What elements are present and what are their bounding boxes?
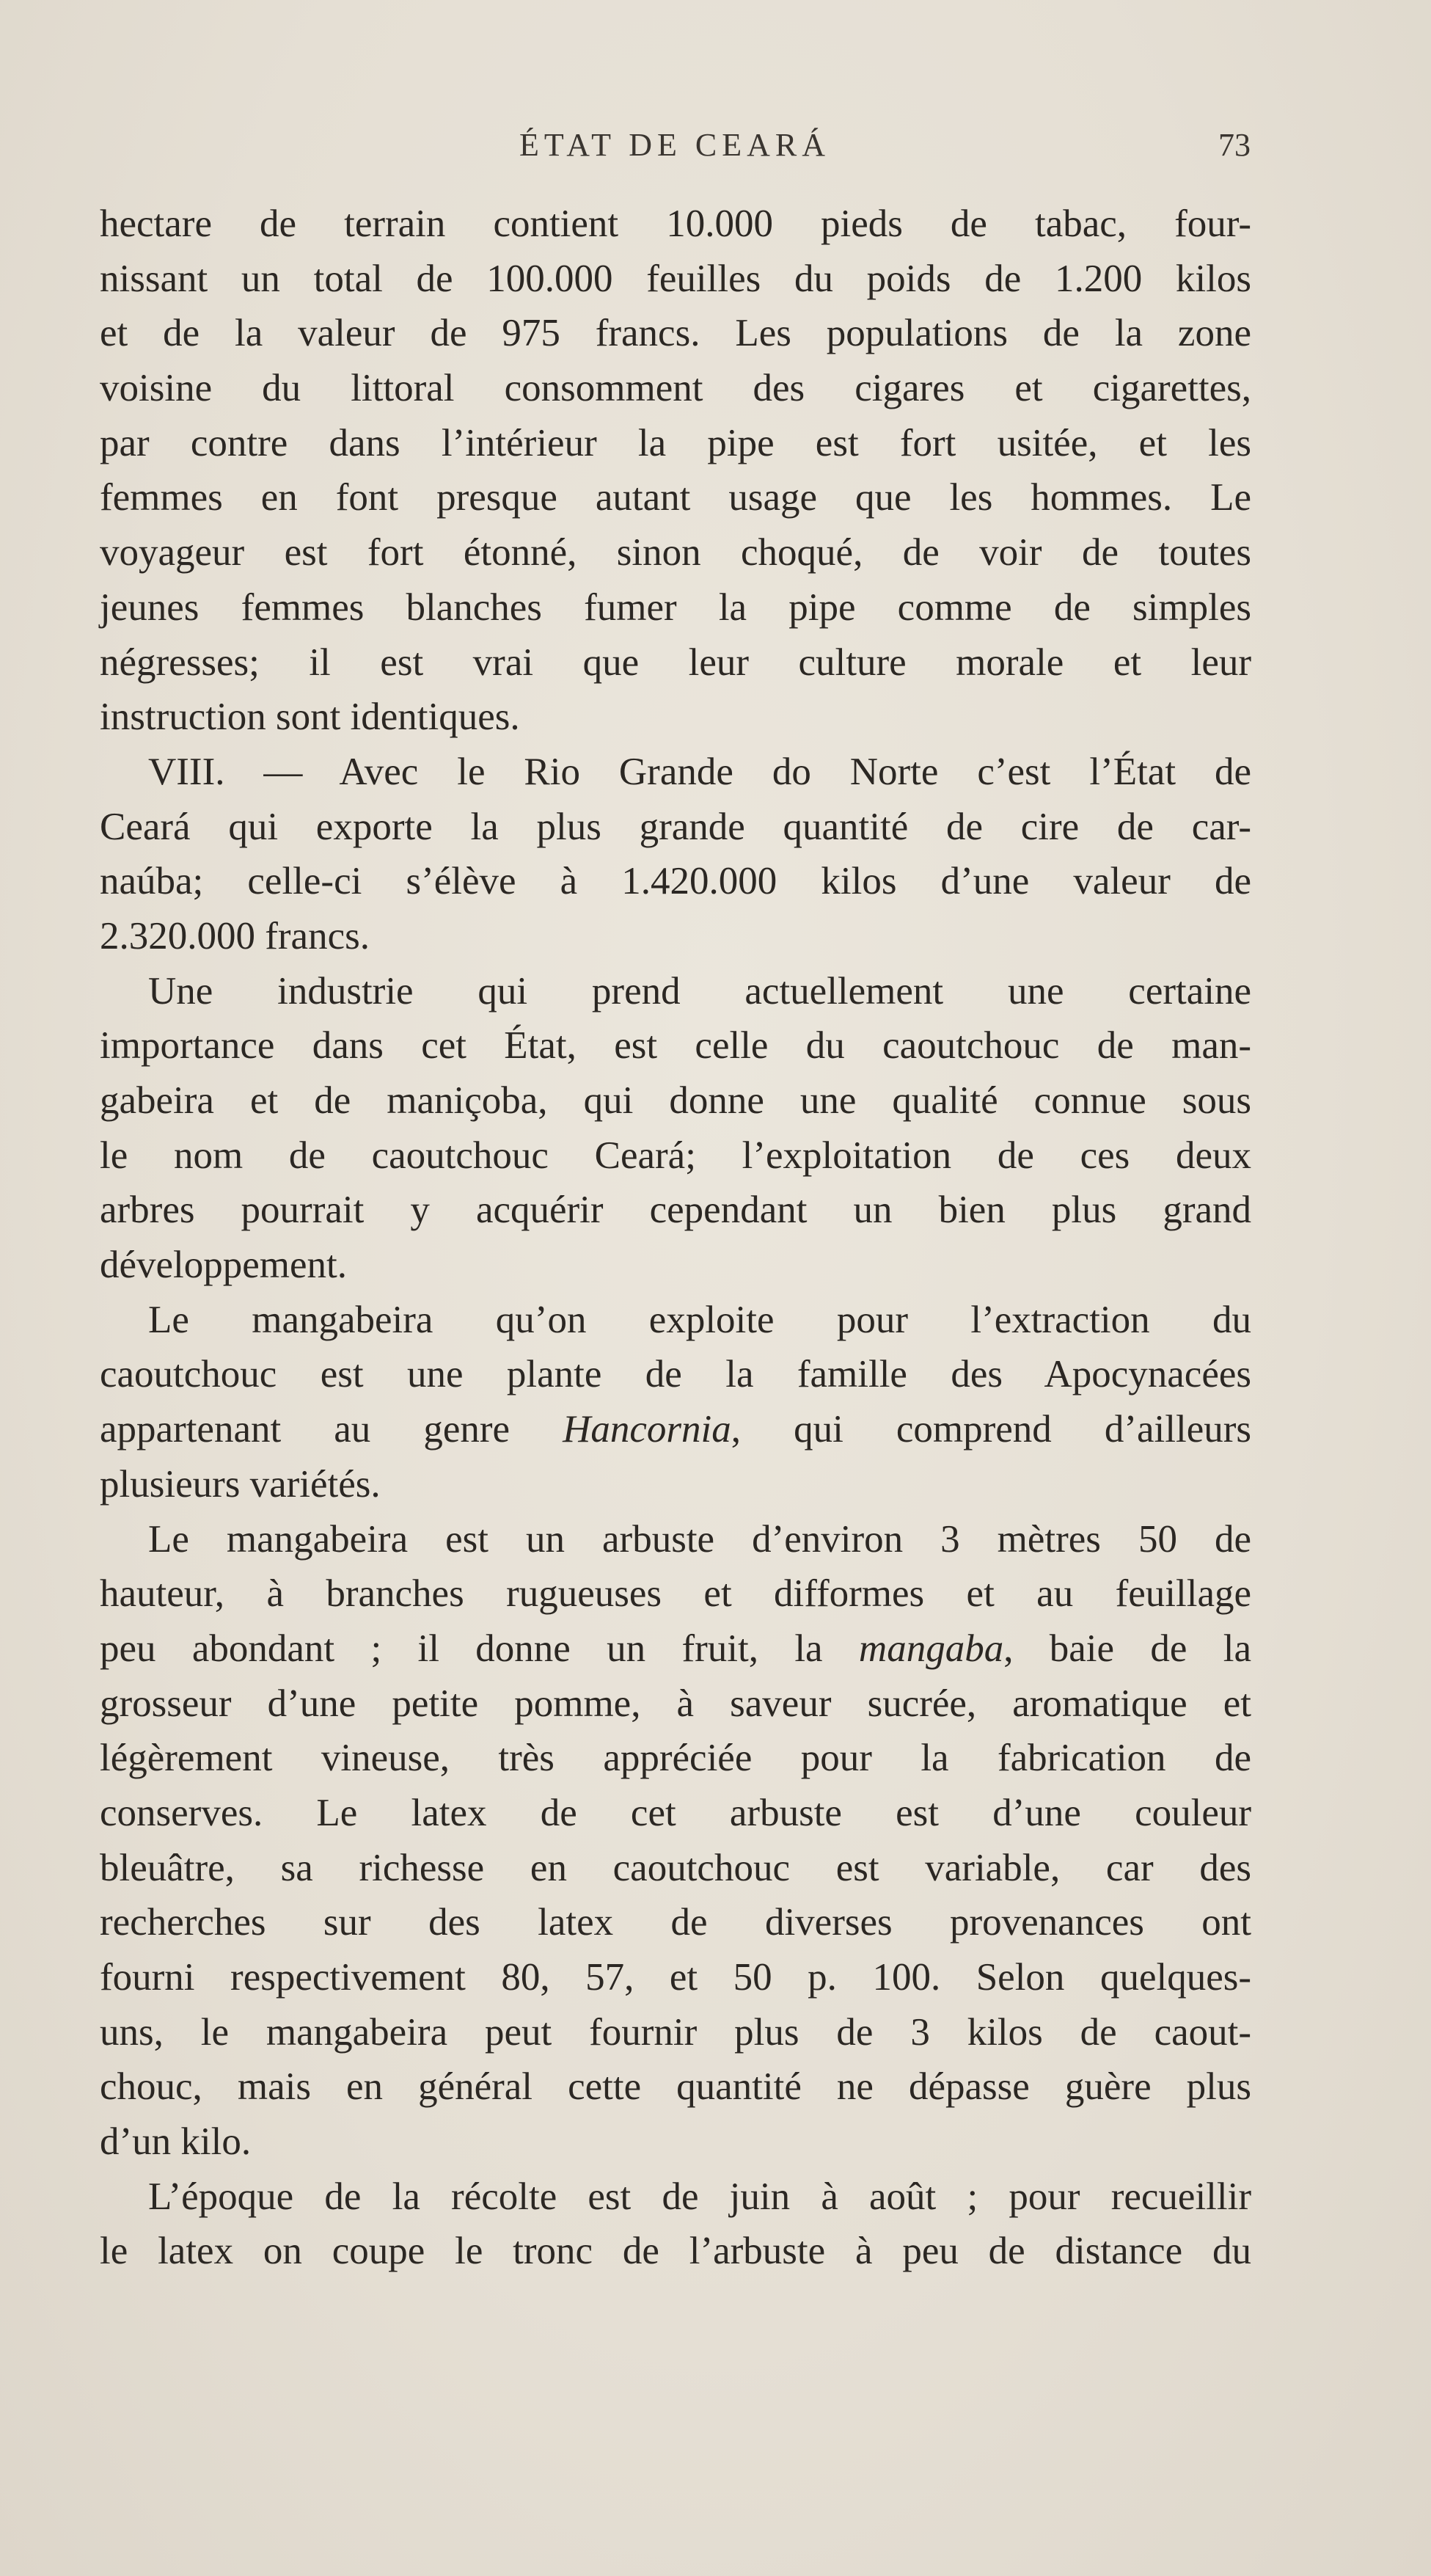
text-line: voyageur est fort étonné, sinon choqué, de voir de toutes [100, 531, 1251, 574]
text-line: Une industrie qui prend actuellement une certaine [148, 969, 1251, 1012]
text-run: peu abondant ; il donne un fruit, la [100, 1627, 859, 1670]
text-line: instruction sont identiques. [100, 696, 520, 739]
text-line: d’un kilo. [100, 2120, 252, 2164]
text-line: le nom de caoutchouc Ceará; l’exploitation de ces deux [100, 1134, 1251, 1177]
italic-term: mangaba [858, 1627, 1004, 1670]
text-line: importance dans cet État, est celle du caoutchouc de man- [100, 1024, 1251, 1068]
text-line: caoutchouc est une plante de la famille des Apocynacées [100, 1353, 1251, 1396]
text-line: VIII. — Avec le Rio Grande do Norte c’est l’État de [148, 750, 1251, 793]
text-line: 2.320.000 francs. [100, 914, 370, 957]
text-line: chouc, mais en général cette quantité ne dépasse guère plus [100, 2065, 1251, 2109]
text-line: recherches sur des latex de diverses provenances ont [100, 1901, 1251, 1944]
text-run: , qui comprend d’ailleurs [731, 1408, 1251, 1451]
running-head [99, 123, 1251, 167]
text-line: et de la valeur de 975 francs. Les populations de la zone [100, 312, 1251, 355]
text-line: grosseur d’une petite pomme, à saveur sucrée, aromatique et [100, 1682, 1251, 1725]
text-line [100, 1402, 1251, 1457]
text-run: appartenant au genre [100, 1408, 563, 1451]
text-line: jeunes femmes blanches fumer la pipe comme de simples [100, 585, 1251, 629]
text-line: hectare de terrain contient 10.000 pieds de tabac, four- [100, 202, 1251, 245]
text-line: naúba; celle-ci s’élève à 1.420.000 kilos d’une valeur de [100, 860, 1251, 903]
text-line: gabeira et de maniçoba, qui donne une qualité connue sous [100, 1079, 1251, 1122]
text-line [100, 1621, 1251, 1676]
text-line: voisine du littoral consomment des cigares et cigarettes, [100, 367, 1251, 410]
text-line: conserves. Le latex de cet arbuste est d’une couleur [100, 1791, 1251, 1834]
text-line: bleuâtre, sa richesse en caoutchouc est variable, car des [100, 1846, 1251, 1889]
body-text [100, 197, 1251, 2279]
text-line: négresses; il est vrai que leur culture morale et leur [100, 641, 1251, 684]
text-line: L’époque de la récolte est de juin à août ; pour recueillir [148, 2175, 1251, 2218]
text-line: Le mangabeira qu’on exploite pour l’extraction du [148, 1298, 1251, 1341]
running-title: ÉTAT DE CEARÁ [519, 127, 830, 163]
text-line: Le mangabeira est un arbuste d’environ 3 mètres 50 de [148, 1517, 1251, 1561]
text-line: uns, le mangabeira peut fournir plus de 3 kilos de caout- [100, 2010, 1251, 2054]
text-line: Ceará qui exporte la plus grande quantité de cire de car- [100, 805, 1251, 848]
text-line: légèrement vineuse, très appréciée pour la fabrication de [100, 1737, 1251, 1780]
text-line: fourni respectivement 80, 57, et 50 p. 100. Selon quelques- [100, 1956, 1251, 1999]
text-line: femmes en font presque autant usage que les hommes. Le [100, 476, 1251, 519]
text-line: le latex on coupe le tronc de l’arbuste à peu de distance du [100, 2230, 1251, 2273]
text-line: arbres pourrait y acquérir cependant un bien plus grand [100, 1189, 1251, 1232]
text-line: plusieurs variétés. [100, 1462, 381, 1506]
page-number: 73 [1218, 127, 1251, 163]
text-line: nissant un total de 100.000 feuilles du poids de 1.200 kilos [100, 257, 1251, 300]
text-run: , baie de la [1003, 1627, 1252, 1670]
text-line: développement. [100, 1244, 348, 1287]
italic-term: Hancornia [563, 1408, 731, 1451]
text-line: hauteur, à branches rugueuses et difformes et au feuillage [100, 1572, 1251, 1616]
text-line: par contre dans l’intérieur la pipe est fort usitée, et les [100, 421, 1251, 464]
